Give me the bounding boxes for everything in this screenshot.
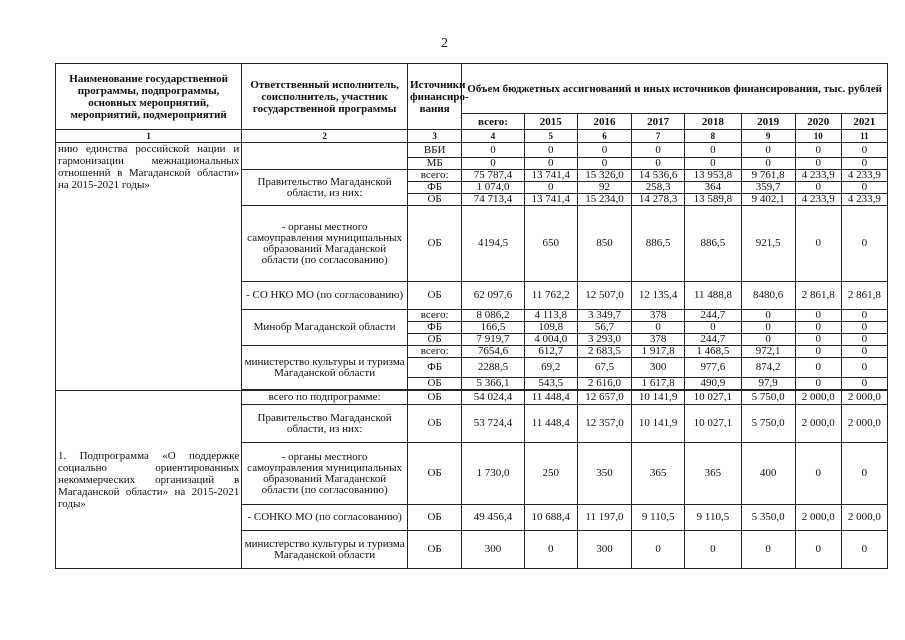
value-cell: 2 000,0 — [795, 405, 841, 443]
source-cell: ФБ — [408, 358, 462, 378]
subprogram-name: 1. Подпрограмма «О поддержке социально ориентированных некоммерческих организаций в Магаданской области» на 2015-2021 годы» — [56, 391, 242, 569]
value-cell: 0 — [841, 378, 887, 390]
value-cell: 0 — [841, 346, 887, 358]
executor-cell: Правительство Магаданской области, из них: — [242, 170, 408, 206]
value-cell: 1 917,8 — [632, 346, 685, 358]
value-cell: 0 — [741, 531, 795, 569]
value-cell: 10 688,4 — [524, 505, 577, 531]
value-cell: 62 097,6 — [462, 282, 524, 310]
value-cell: 0 — [524, 158, 577, 170]
value-cell: 0 — [685, 143, 741, 158]
value-cell: 69,2 — [524, 358, 577, 378]
value-cell: 0 — [462, 158, 524, 170]
year-header-cell: 2019 — [741, 114, 795, 130]
source-cell: ВБИ — [408, 143, 462, 158]
value-cell: 359,7 — [741, 182, 795, 194]
value-cell: 9 110,5 — [685, 505, 741, 531]
year-header-cell: 2015 — [524, 114, 577, 130]
value-cell: 0 — [795, 378, 841, 390]
executor-cell: - органы местного самоуправления муниципальных образований Магаданской области (по согласованию) — [242, 443, 408, 505]
value-cell: 0 — [841, 443, 887, 505]
source-cell: ОБ — [408, 378, 462, 390]
value-cell: 75 787,4 — [462, 170, 524, 182]
value-cell: 0 — [795, 143, 841, 158]
value-cell: 0 — [841, 358, 887, 378]
table-row — [56, 143, 888, 158]
header-source: Источники финансиро-вания — [408, 64, 462, 130]
value-cell: 12 507,0 — [577, 282, 631, 310]
source-cell: всего: — [408, 170, 462, 182]
value-cell: 300 — [577, 531, 631, 569]
value-cell: 4 233,9 — [795, 170, 841, 182]
value-cell: 350 — [577, 443, 631, 505]
year-header-cell: 2018 — [685, 114, 741, 130]
value-cell: 0 — [795, 346, 841, 358]
source-cell: ОБ — [408, 334, 462, 346]
value-cell: 67,5 — [577, 358, 631, 378]
value-cell: 0 — [524, 531, 577, 569]
value-cell: 0 — [632, 158, 685, 170]
value-cell: 364 — [685, 182, 741, 194]
value-cell: 5 366,1 — [462, 378, 524, 390]
column-number-cell: 10 — [795, 130, 841, 143]
value-cell: 365 — [685, 443, 741, 505]
column-number-cell: 7 — [632, 130, 685, 143]
value-cell: 0 — [632, 322, 685, 334]
page-number: 2 — [441, 36, 448, 51]
column-number-cell: 6 — [577, 130, 631, 143]
column-number-cell: 1 — [56, 130, 242, 143]
value-cell: 650 — [524, 206, 577, 282]
value-cell: 9 110,5 — [632, 505, 685, 531]
value-cell: 977,6 — [685, 358, 741, 378]
value-cell: 74 713,4 — [462, 194, 524, 206]
value-cell: 0 — [685, 158, 741, 170]
value-cell: 14 536,6 — [632, 170, 685, 182]
table-row — [56, 391, 888, 405]
executor-cell: министерство культуры и туризма Магаданской области — [242, 346, 408, 390]
executor-cell: Минобр Магаданской области — [242, 310, 408, 346]
program-name: нию единства российской нации и гармонизации межнациональных отношений в Магаданской области» на 2015-2021 годы» — [56, 143, 242, 391]
value-cell: 11 448,4 — [524, 391, 577, 405]
value-cell: 11 448,4 — [524, 405, 577, 443]
value-cell: 10 027,1 — [685, 391, 741, 405]
value-cell: 0 — [741, 143, 795, 158]
value-cell: 250 — [524, 443, 577, 505]
value-cell: 0 — [841, 322, 887, 334]
executor-cell: всего по подпрограмме: — [242, 391, 408, 405]
value-cell: 53 724,4 — [462, 405, 524, 443]
value-cell: 850 — [577, 206, 631, 282]
value-cell: 4 113,8 — [524, 310, 577, 322]
value-cell: 13 953,8 — [685, 170, 741, 182]
value-cell: 2 683,5 — [577, 346, 631, 358]
value-cell: 11 762,2 — [524, 282, 577, 310]
value-cell: 5 750,0 — [741, 391, 795, 405]
source-cell: ОБ — [408, 443, 462, 505]
value-cell: 0 — [841, 143, 887, 158]
executor-cell: - СО НКО МО (по согласованию) — [242, 282, 408, 310]
value-cell: 1 074,0 — [462, 182, 524, 194]
value-cell: 4 004,0 — [524, 334, 577, 346]
value-cell: 7 919,7 — [462, 334, 524, 346]
value-cell: 0 — [741, 310, 795, 322]
source-cell: всего: — [408, 310, 462, 322]
header-executor: Ответственный исполнитель, соисполнитель, участник государственной программы — [242, 64, 408, 130]
value-cell: 0 — [795, 531, 841, 569]
value-cell: 3 293,0 — [577, 334, 631, 346]
value-cell: 9 761,8 — [741, 170, 795, 182]
value-cell: 166,5 — [462, 322, 524, 334]
value-cell: 11 488,8 — [685, 282, 741, 310]
value-cell: 4 233,9 — [841, 194, 887, 206]
column-number-cell: 5 — [524, 130, 577, 143]
value-cell: 10 027,1 — [685, 405, 741, 443]
value-cell: 5 350,0 — [741, 505, 795, 531]
value-cell: 2 000,0 — [841, 405, 887, 443]
value-cell: 49 456,4 — [462, 505, 524, 531]
value-cell: 0 — [795, 443, 841, 505]
value-cell: 2 861,8 — [841, 282, 887, 310]
value-cell: 56,7 — [577, 322, 631, 334]
value-cell: 13 741,4 — [524, 194, 577, 206]
value-cell: 0 — [632, 531, 685, 569]
value-cell: 0 — [841, 531, 887, 569]
value-cell: 543,5 — [524, 378, 577, 390]
value-cell: 0 — [841, 334, 887, 346]
value-cell: 8 086,2 — [462, 310, 524, 322]
value-cell: 0 — [685, 322, 741, 334]
value-cell: 13 589,8 — [685, 194, 741, 206]
executor-cell: министерство культуры и туризма Магаданской области — [242, 531, 408, 569]
year-header-cell: 2020 — [795, 114, 841, 130]
source-cell: ОБ — [408, 505, 462, 531]
value-cell: 2 000,0 — [841, 391, 887, 405]
source-cell: всего: — [408, 346, 462, 358]
value-cell: 2 000,0 — [841, 505, 887, 531]
value-cell: 0 — [577, 143, 631, 158]
value-cell: 8480,6 — [741, 282, 795, 310]
value-cell: 9 402,1 — [741, 194, 795, 206]
value-cell: 1 617,8 — [632, 378, 685, 390]
value-cell: 0 — [795, 310, 841, 322]
source-cell: ФБ — [408, 182, 462, 194]
year-header-cell: 2017 — [632, 114, 685, 130]
value-cell: 92 — [577, 182, 631, 194]
year-header-cell: всего: — [462, 114, 524, 130]
column-number-cell: 11 — [841, 130, 887, 143]
value-cell: 0 — [841, 206, 887, 282]
value-cell: 14 278,3 — [632, 194, 685, 206]
value-cell: 612,7 — [524, 346, 577, 358]
value-cell: 13 741,4 — [524, 170, 577, 182]
value-cell: 4194,5 — [462, 206, 524, 282]
value-cell: 258,3 — [632, 182, 685, 194]
value-cell: 0 — [795, 334, 841, 346]
value-cell: 1 730,0 — [462, 443, 524, 505]
value-cell: 10 141,9 — [632, 391, 685, 405]
value-cell: 10 141,9 — [632, 405, 685, 443]
executor-cell: - органы местного самоуправления муниципальных образований Магаданской области (по согласованию) — [242, 206, 408, 282]
column-number-cell: 3 — [408, 130, 462, 143]
source-cell: ФБ — [408, 322, 462, 334]
value-cell: 244,7 — [685, 310, 741, 322]
value-cell: 2 000,0 — [795, 505, 841, 531]
source-cell: ОБ — [408, 405, 462, 443]
value-cell: 0 — [524, 143, 577, 158]
value-cell: 0 — [841, 158, 887, 170]
value-cell: 12 357,0 — [577, 405, 631, 443]
value-cell: 15 234,0 — [577, 194, 631, 206]
value-cell: 490,9 — [685, 378, 741, 390]
value-cell: 4 233,9 — [795, 194, 841, 206]
value-cell: 15 326,0 — [577, 170, 631, 182]
value-cell: 97,9 — [741, 378, 795, 390]
value-cell: 7654,6 — [462, 346, 524, 358]
value-cell: 921,5 — [741, 206, 795, 282]
value-cell: 0 — [795, 322, 841, 334]
value-cell: 300 — [632, 358, 685, 378]
value-cell: 12 135,4 — [632, 282, 685, 310]
value-cell: 0 — [795, 182, 841, 194]
value-cell: 0 — [795, 158, 841, 170]
value-cell: 5 750,0 — [741, 405, 795, 443]
value-cell: 0 — [741, 334, 795, 346]
value-cell: 0 — [632, 143, 685, 158]
executor-cell: Правительство Магаданской области, из них: — [242, 405, 408, 443]
executor-cell: - СОНКО МО (по согласованию) — [242, 505, 408, 531]
value-cell: 886,5 — [632, 206, 685, 282]
value-cell: 0 — [795, 206, 841, 282]
source-cell: ОБ — [408, 391, 462, 405]
column-number-cell: 9 — [741, 130, 795, 143]
year-header-cell: 2021 — [841, 114, 887, 130]
value-cell: 2 861,8 — [795, 282, 841, 310]
value-cell: 378 — [632, 334, 685, 346]
value-cell: 2 000,0 — [795, 391, 841, 405]
value-cell: 0 — [741, 322, 795, 334]
value-cell: 0 — [462, 143, 524, 158]
source-cell: ОБ — [408, 531, 462, 569]
value-cell: 1 468,5 — [685, 346, 741, 358]
value-cell: 244,7 — [685, 334, 741, 346]
header-name: Наименование государственной программы, подпрограммы, основных мероприятий, мероприятий, подмероприятий — [56, 64, 242, 130]
column-number-row — [56, 130, 888, 143]
value-cell: 0 — [841, 182, 887, 194]
column-number-cell: 4 — [462, 130, 524, 143]
source-cell: ОБ — [408, 194, 462, 206]
value-cell: 400 — [741, 443, 795, 505]
value-cell: 4 233,9 — [841, 170, 887, 182]
value-cell: 0 — [577, 158, 631, 170]
value-cell: 874,2 — [741, 358, 795, 378]
value-cell: 365 — [632, 443, 685, 505]
table-body — [56, 143, 888, 569]
source-cell: ОБ — [408, 206, 462, 282]
header-funding: Объем бюджетных ассигнований и иных источников финансирования, тыс. рублей — [462, 64, 888, 114]
value-cell: 109,8 — [524, 322, 577, 334]
column-number-cell: 8 — [685, 130, 741, 143]
value-cell: 0 — [685, 531, 741, 569]
value-cell: 0 — [741, 158, 795, 170]
budget-table — [55, 63, 888, 569]
value-cell: 300 — [462, 531, 524, 569]
value-cell: 0 — [524, 182, 577, 194]
column-number-cell: 2 — [242, 130, 408, 143]
value-cell: 886,5 — [685, 206, 741, 282]
value-cell: 2288,5 — [462, 358, 524, 378]
executor-cell — [242, 143, 408, 170]
value-cell: 0 — [795, 358, 841, 378]
value-cell: 972,1 — [741, 346, 795, 358]
value-cell: 0 — [841, 310, 887, 322]
source-cell: ОБ — [408, 282, 462, 310]
year-header-cell: 2016 — [577, 114, 631, 130]
value-cell: 12 657,0 — [577, 391, 631, 405]
value-cell: 54 024,4 — [462, 391, 524, 405]
source-cell: МБ — [408, 158, 462, 170]
value-cell: 378 — [632, 310, 685, 322]
value-cell: 3 349,7 — [577, 310, 631, 322]
value-cell: 2 616,0 — [577, 378, 631, 390]
value-cell: 11 197,0 — [577, 505, 631, 531]
